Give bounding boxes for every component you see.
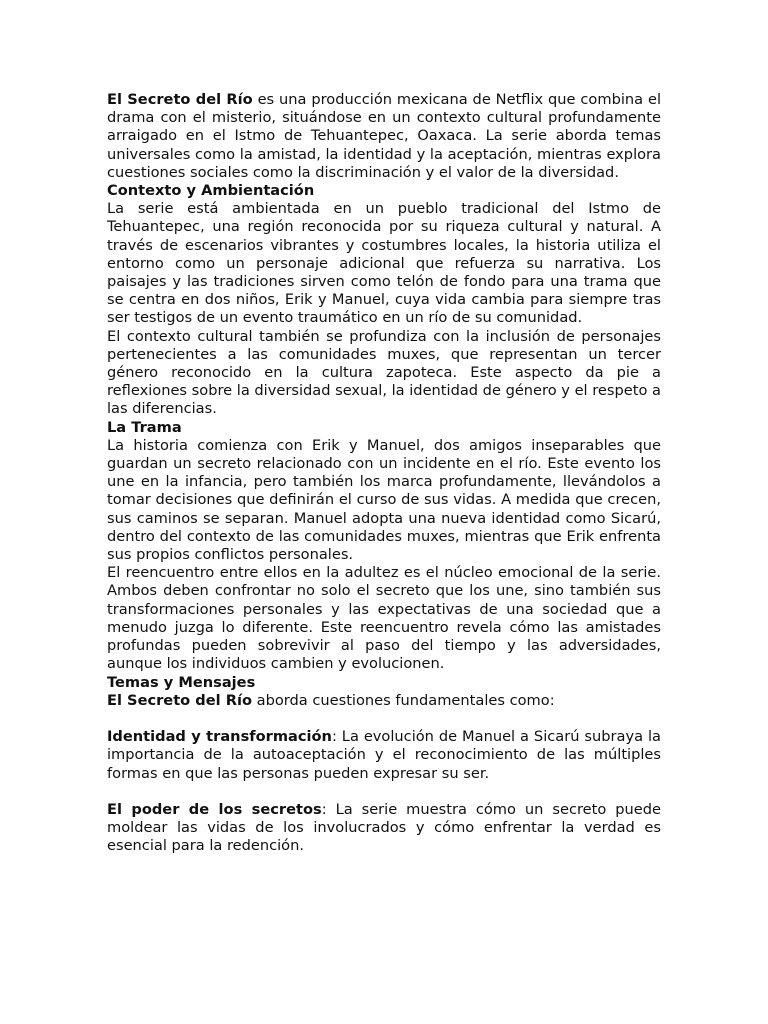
tema-item-identidad — [107, 728, 661, 783]
contexto-paragraph-2: El contexto cultural también se profundiza con la inclusión de personajes pertenecientes a las comunidades muxes, que representan un tercer género reconocido en la cultura zapoteca. Este aspecto da pie a reflexiones sobre la diversidad sexual, la identidad de género y el respeto a las diferencias. — [107, 327, 661, 418]
trama-paragraph-2: El reencuentro entre ellos en la adultez es el núcleo emocional de la serie. Ambos deben confrontar no solo el secreto que los une, sino también sus transformaciones personales y las expectativas de una sociedad que a menudo juzga lo diferente. Este reencuentro revela cómo las amistades profundas pueden sobrevivir al paso del tiempo y las adversidades, aunque los individuos cambien y evolucionen. — [107, 564, 661, 673]
tema-item-identidad-title: Identidad y transformación — [107, 728, 332, 746]
section-heading-trama: La Trama — [107, 418, 182, 436]
blank-line — [107, 783, 661, 801]
tema-item-secretos — [107, 801, 661, 856]
document-page — [107, 91, 661, 856]
intro-paragraph — [107, 91, 661, 182]
contexto-paragraph-1: La serie está ambientada en un pueblo tradicional del Istmo de Tehuantepec, una región reconocida por su riqueza cultural y natural. A través de escenarios vibrantes y costumbres locales, la historia utiliza el entorno como un personaje adicional que refuerza su narrativa. Los paisajes y las tradiciones sirven como telón de fondo para una trama que se centra en dos niños, Erik y Manuel, cuya vida cambia para siempre tras ser testigos de un evento traumático en un río de su comunidad. — [107, 200, 661, 327]
intro-title-bold: El Secreto del Río — [107, 91, 253, 108]
section-heading-temas: Temas y Mensajes — [107, 673, 256, 691]
intro-text: es una producción mexicana de Netflix que combina el drama con el misterio, situándose en un contexto cultural profundamente arraigado en el Istmo de Tehuantepec, Oaxaca. La serie aborda temas universales como la amistad, la identidad y la aceptación, mientras explora cuestiones sociales como la discriminación y el valor de la diversidad. — [107, 91, 661, 181]
temas-intro-paragraph — [107, 692, 661, 710]
tema-item-identidad-text: : La evolución de Manuel a Sicarú subraya la importancia de la autoaceptación y el reconocimiento de las múltiples formas en que las personas pueden expresar su ser. — [107, 728, 661, 782]
trama-paragraph-1: La historia comienza con Erik y Manuel, dos amigos inseparables que guardan un secreto relacionado con un incidente en el río. Este evento los une en la infancia, pero también los marca profundamente, llevándolos a tomar decisiones que definirán el curso de sus vidas. A medida que crecen, sus caminos se separan. Manuel adopta una nueva identidad como Sicarú, dentro del contexto de las comunidades muxes, mientras que Erik enfrenta sus propios conflictos personales. — [107, 436, 661, 564]
tema-item-secretos-title: El poder de los secretos — [107, 800, 322, 818]
temas-intro-text: aborda cuestiones fundamentales como: — [251, 691, 555, 709]
tema-item-secretos-text: : La serie muestra cómo un secreto puede moldear las vidas de los involucrados y cómo enfrentar la verdad es esencial para la redención. — [107, 800, 661, 855]
section-heading-contexto: Contexto y Ambientación — [107, 182, 315, 200]
temas-intro-bold: El Secreto del Río — [107, 691, 252, 709]
blank-line — [107, 710, 661, 728]
